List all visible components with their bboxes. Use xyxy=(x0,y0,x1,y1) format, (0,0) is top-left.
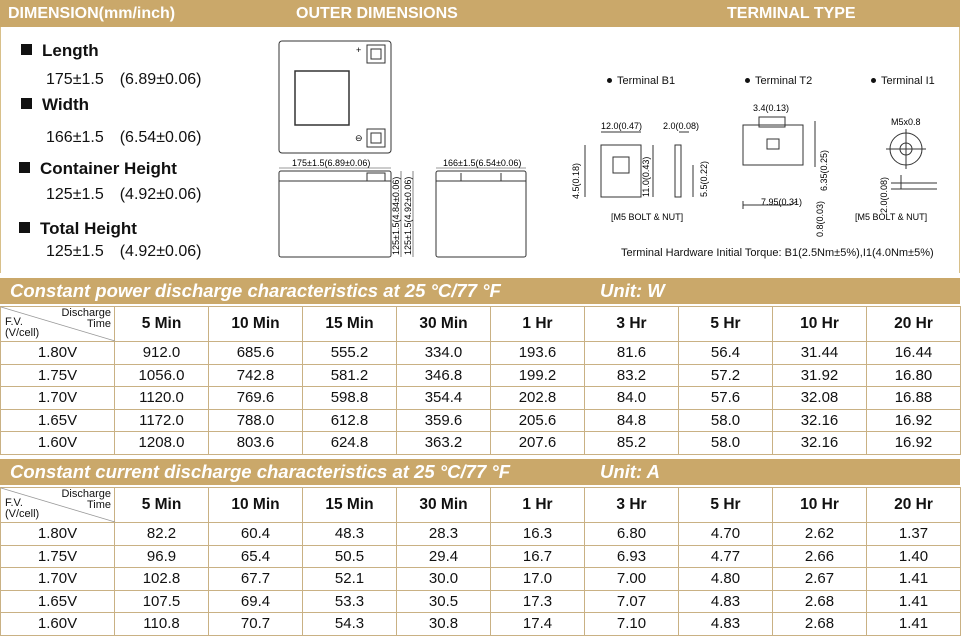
value-cell: 2.66 xyxy=(773,545,867,568)
column-header: 20 Hr xyxy=(867,488,961,523)
column-header: 15 Min xyxy=(303,488,397,523)
terminal-i1-label: Terminal I1 xyxy=(871,75,935,87)
value-cell: 7.07 xyxy=(585,590,679,613)
column-header: 15 Min xyxy=(303,307,397,342)
value-cell: 685.6 xyxy=(209,342,303,365)
value-cell: 7.00 xyxy=(585,568,679,591)
column-header: 1 Hr xyxy=(491,307,585,342)
svg-text:⊖: ⊖ xyxy=(355,133,363,143)
table-row xyxy=(1,409,961,432)
outer-dimensions-heading: OUTER DIMENSIONS xyxy=(296,5,458,22)
value-cell: 17.0 xyxy=(491,568,585,591)
value-cell: 1208.0 xyxy=(115,432,209,455)
value-cell: 67.7 xyxy=(209,568,303,591)
value-cell: 2.68 xyxy=(773,613,867,636)
table-row xyxy=(1,523,961,546)
value-cell: 2.68 xyxy=(773,590,867,613)
outer-dimension-drawing xyxy=(271,37,531,265)
length-label: Length xyxy=(21,41,99,61)
column-header: 10 Min xyxy=(209,488,303,523)
table-row xyxy=(1,613,961,636)
b1-hole-dim: 11.0(0.43) xyxy=(641,156,651,197)
value-cell: 65.4 xyxy=(209,545,303,568)
value-cell: 58.0 xyxy=(679,409,773,432)
value-cell: 354.4 xyxy=(397,387,491,410)
height-dim-2: 125±1.5(4.92±0.06) xyxy=(403,176,413,255)
t2-length-dim: 7.95(0.31) xyxy=(761,197,803,207)
value-cell: 1.41 xyxy=(867,613,961,636)
value-cell: 1.37 xyxy=(867,523,961,546)
value-cell: 32.08 xyxy=(773,387,867,410)
value-cell: 598.8 xyxy=(303,387,397,410)
terminal-i1-drawing xyxy=(851,113,951,233)
value-cell: 16.88 xyxy=(867,387,961,410)
value-cell: 16.92 xyxy=(867,432,961,455)
fv-cell: 1.60V xyxy=(1,613,115,636)
bullet-icon xyxy=(21,44,32,55)
dimension-heading: DIMENSION(mm/inch) xyxy=(8,5,176,22)
bullet-icon xyxy=(19,222,30,233)
terminal-t2-label: Terminal T2 xyxy=(745,75,812,87)
current-table-unit: Unit: A xyxy=(600,461,660,482)
column-header: 30 Min xyxy=(397,488,491,523)
value-cell: 32.16 xyxy=(773,409,867,432)
width-label: Width xyxy=(21,95,89,115)
value-cell: 30.0 xyxy=(397,568,491,591)
value-cell: 16.80 xyxy=(867,364,961,387)
value-cell: 624.8 xyxy=(303,432,397,455)
fv-cell: 1.80V xyxy=(1,523,115,546)
value-cell: 1120.0 xyxy=(115,387,209,410)
t2-height-dim: 6.35(0.25) xyxy=(819,149,829,191)
value-cell: 102.8 xyxy=(115,568,209,591)
fv-cell: 1.65V xyxy=(1,590,115,613)
fv-cell: 1.80V xyxy=(1,342,115,365)
side-width-dim: 166±1.5(6.54±0.06) xyxy=(443,158,522,168)
value-cell: 7.10 xyxy=(585,613,679,636)
value-cell: 363.2 xyxy=(397,432,491,455)
corner-cell: Discharge Time F.V. (V/cell) xyxy=(1,488,115,523)
value-cell: 6.93 xyxy=(585,545,679,568)
column-header: 5 Min xyxy=(115,307,209,342)
fv-cell: 1.70V xyxy=(1,387,115,410)
value-cell: 83.2 xyxy=(585,364,679,387)
value-cell: 803.6 xyxy=(209,432,303,455)
column-header: 5 Hr xyxy=(679,488,773,523)
value-cell: 70.7 xyxy=(209,613,303,636)
bullet-icon xyxy=(21,98,32,109)
power-table-unit: Unit: W xyxy=(600,280,665,301)
column-header: 30 Min xyxy=(397,307,491,342)
current-table-title-bar xyxy=(0,459,960,485)
value-cell: 69.4 xyxy=(209,590,303,613)
value-cell: 359.6 xyxy=(397,409,491,432)
value-cell: 1172.0 xyxy=(115,409,209,432)
b1-width-dim: 12.0(0.47) xyxy=(601,121,643,131)
b1-bolt-note: [M5 BOLT & NUT] xyxy=(611,212,684,222)
value-cell: 31.44 xyxy=(773,342,867,365)
value-cell: 110.8 xyxy=(115,613,209,636)
table-header-row xyxy=(1,307,961,342)
top-view-drawing xyxy=(279,41,391,153)
column-header: 20 Hr xyxy=(867,307,961,342)
side-view-drawing xyxy=(279,171,391,257)
value-cell: 58.0 xyxy=(679,432,773,455)
value-cell: 57.2 xyxy=(679,364,773,387)
value-cell: 84.0 xyxy=(585,387,679,410)
bullet-icon xyxy=(19,162,30,173)
value-cell: 56.4 xyxy=(679,342,773,365)
value-cell: 788.0 xyxy=(209,409,303,432)
value-cell: 29.4 xyxy=(397,545,491,568)
svg-text:+: + xyxy=(356,45,362,55)
power-table-title-bar xyxy=(0,278,960,304)
value-cell: 50.5 xyxy=(303,545,397,568)
value-cell: 1056.0 xyxy=(115,364,209,387)
column-header: 5 Hr xyxy=(679,307,773,342)
terminal-b1-drawing xyxy=(561,113,721,233)
value-cell: 96.9 xyxy=(115,545,209,568)
dimension-panel xyxy=(0,27,960,273)
b1-height-dim: 4.5(0.18) xyxy=(571,162,581,199)
b1-thickness-dim: 2.0(0.08) xyxy=(663,121,700,131)
value-cell: 107.5 xyxy=(115,590,209,613)
fv-cell: 1.75V xyxy=(1,364,115,387)
value-cell: 60.4 xyxy=(209,523,303,546)
value-cell: 85.2 xyxy=(585,432,679,455)
value-cell: 2.62 xyxy=(773,523,867,546)
terminal-t2-drawing xyxy=(731,97,841,237)
container-height-value: 125±1.5 (4.92±0.06) xyxy=(46,186,202,203)
value-cell: 4.83 xyxy=(679,613,773,636)
value-cell: 16.3 xyxy=(491,523,585,546)
table-header-row xyxy=(1,488,961,523)
terminal-type-heading: TERMINAL TYPE xyxy=(727,5,856,22)
header-bar xyxy=(0,0,960,27)
current-table-title: Constant current discharge characteristics at 25 °C/77 °F xyxy=(10,461,511,482)
table-row xyxy=(1,432,961,455)
corner-cell: Discharge Time F.V. (V/cell) xyxy=(1,307,115,342)
length-value: 175±1.5 (6.89±0.06) xyxy=(46,71,202,88)
value-cell: 28.3 xyxy=(397,523,491,546)
current-discharge-table xyxy=(0,487,961,636)
table-row xyxy=(1,342,961,365)
column-header: 10 Hr xyxy=(773,307,867,342)
column-header: 5 Min xyxy=(115,488,209,523)
value-cell: 17.3 xyxy=(491,590,585,613)
total-height-value: 125±1.5 (4.92±0.06) xyxy=(46,243,202,260)
table-row xyxy=(1,364,961,387)
value-cell: 207.6 xyxy=(491,432,585,455)
value-cell: 54.3 xyxy=(303,613,397,636)
value-cell: 30.5 xyxy=(397,590,491,613)
fv-cell: 1.65V xyxy=(1,409,115,432)
height-dim-1: 125±1.5(4.84±0.06) xyxy=(391,176,401,255)
value-cell: 4.70 xyxy=(679,523,773,546)
value-cell: 48.3 xyxy=(303,523,397,546)
table-row xyxy=(1,568,961,591)
value-cell: 205.6 xyxy=(491,409,585,432)
value-cell: 4.83 xyxy=(679,590,773,613)
power-discharge-table xyxy=(0,306,961,455)
value-cell: 912.0 xyxy=(115,342,209,365)
value-cell: 53.3 xyxy=(303,590,397,613)
terminal-b1-label: Terminal B1 xyxy=(607,75,675,87)
column-header: 1 Hr xyxy=(491,488,585,523)
value-cell: 1.41 xyxy=(867,568,961,591)
value-cell: 30.8 xyxy=(397,613,491,636)
value-cell: 31.92 xyxy=(773,364,867,387)
value-cell: 202.8 xyxy=(491,387,585,410)
value-cell: 612.8 xyxy=(303,409,397,432)
value-cell: 57.6 xyxy=(679,387,773,410)
column-header: 10 Min xyxy=(209,307,303,342)
value-cell: 16.7 xyxy=(491,545,585,568)
column-header: 3 Hr xyxy=(585,307,679,342)
value-cell: 17.4 xyxy=(491,613,585,636)
torque-note: Terminal Hardware Initial Torque: B1(2.5Nm±5%),I1(4.0Nm±5%) xyxy=(621,247,934,259)
table-row xyxy=(1,545,961,568)
table-row xyxy=(1,590,961,613)
total-height-label: Total Height xyxy=(19,219,137,239)
i1-depth-dim: 2.0(0.08) xyxy=(879,176,889,213)
i1-thread-dim: M5x0.8 xyxy=(891,117,921,127)
fv-cell: 1.70V xyxy=(1,568,115,591)
value-cell: 32.16 xyxy=(773,432,867,455)
width-value: 166±1.5 (6.54±0.06) xyxy=(46,129,202,146)
container-height-label: Container Height xyxy=(19,159,177,179)
value-cell: 1.40 xyxy=(867,545,961,568)
value-cell: 346.8 xyxy=(397,364,491,387)
value-cell: 334.0 xyxy=(397,342,491,365)
value-cell: 52.1 xyxy=(303,568,397,591)
value-cell: 742.8 xyxy=(209,364,303,387)
value-cell: 81.6 xyxy=(585,342,679,365)
t2-thickness-dim: 0.8(0.03) xyxy=(815,200,825,237)
value-cell: 1.41 xyxy=(867,590,961,613)
b1-offset-dim: 5.5(0.22) xyxy=(699,160,709,197)
t2-slot-dim: 3.4(0.13) xyxy=(753,103,790,113)
column-header: 3 Hr xyxy=(585,488,679,523)
value-cell: 6.80 xyxy=(585,523,679,546)
value-cell: 84.8 xyxy=(585,409,679,432)
value-cell: 82.2 xyxy=(115,523,209,546)
value-cell: 199.2 xyxy=(491,364,585,387)
i1-bolt-note: [M5 BOLT & NUT] xyxy=(855,212,928,222)
value-cell: 4.80 xyxy=(679,568,773,591)
power-table-title: Constant power discharge characteristics at 25 °C/77 °F xyxy=(10,280,501,301)
fv-cell: 1.60V xyxy=(1,432,115,455)
fv-cell: 1.75V xyxy=(1,545,115,568)
side-length-dim: 175±1.5(6.89±0.06) xyxy=(292,158,371,168)
table-row xyxy=(1,387,961,410)
column-header: 10 Hr xyxy=(773,488,867,523)
value-cell: 193.6 xyxy=(491,342,585,365)
end-view-drawing xyxy=(436,171,526,257)
value-cell: 555.2 xyxy=(303,342,397,365)
value-cell: 2.67 xyxy=(773,568,867,591)
value-cell: 16.44 xyxy=(867,342,961,365)
value-cell: 581.2 xyxy=(303,364,397,387)
value-cell: 4.77 xyxy=(679,545,773,568)
value-cell: 16.92 xyxy=(867,409,961,432)
value-cell: 769.6 xyxy=(209,387,303,410)
